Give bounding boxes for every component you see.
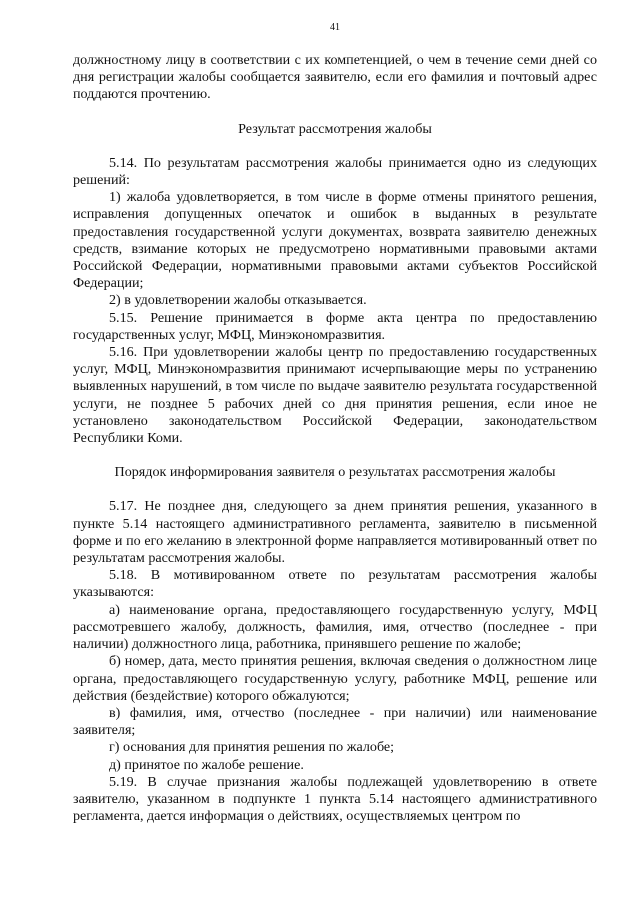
page-number: 41 [330, 22, 340, 33]
document-page [73, 0, 597, 905]
paragraph-5-16: 5.16. При удовлетворении жалобы центр по предоставлению государственных услуг, МФЦ, Минэкономразвития принимают исчерпывающие меры по устранению выявленных нарушений, в том числе по выдаче заявителю результата государственной услуги, не позднее 5 рабочих дней со дня принятия решения, если иное не установлено законодательством Российской Федерации, законодательством Республики Коми. [73, 344, 597, 447]
paragraph-5-18: 5.18. В мотивированном ответе по результатам рассмотрения жалобы указываются: [73, 567, 597, 601]
paragraph-5-14: 5.14. По результатам рассмотрения жалобы принимается одно из следующих решений: [73, 154, 597, 189]
paragraph-5-14-item-2: 2) в удовлетворении жалобы отказывается. [109, 292, 367, 309]
paragraph-5-18-item-g: г) основания для принятия решения по жалобе; [109, 739, 395, 756]
paragraph-5-18-item-b: б) номер, дата, место принятия решения, включая сведения о должностном лице органа, предоставляющего государственную услугу, работнике МФЦ, решение или действия (бездействие) которого обжалуются; [73, 653, 597, 704]
paragraph-5-18-item-v: в) фамилия, имя, отчество (последнее - при наличии) или наименование заявителя; [73, 704, 597, 739]
paragraph-5-15: 5.15. Решение принимается в форме акта центра по предоставлению государственных услуг, МФЦ, Минэкономразвития. [73, 309, 597, 343]
paragraph-5-14-item-1: 1) жалоба удовлетворяется, в том числе в форме отмены принятого решения, исправления допущенных опечаток и ошибок в выданных в результате предоставления государственной услуги документах, возврата заявителю денежных средств, взимание которых не предусмотрено нормативными правовыми актами Российской Федерации, нормативными правовыми актами субъектов Российской Федерации; [73, 189, 597, 292]
document-body [73, 52, 597, 825]
paragraph-5-19: 5.19. В случае признания жалобы подлежащей удовлетворению в ответе заявителю, указанном в подпункте 1 пункта 5.14 настоящего административного регламента, дается информация о действиях, осуществляемых центром по [73, 773, 597, 825]
paragraph-5-18-item-d: д) принятое по жалобе решение. [109, 756, 304, 773]
section-heading-informing-applicant: Порядок информирования заявителя о результатах рассмотрения жалобы [114, 464, 556, 481]
paragraph-5-18-item-a: а) наименование органа, предоставляющего государственную услугу, МФЦ рассмотревшего жалобу, должность, фамилия, имя, отчество (последнее - при наличии) должностного лица, работника, принявшего решение по жалобе; [73, 601, 597, 653]
paragraph-continuation: должностному лицу в соответствии с их компетенцией, о чем в течение семи дней со дня регистрации жалобы сообщается заявителю, если его фамилия и почтовый адрес поддаются прочтению. [73, 52, 597, 103]
section-heading-complaint-result: Результат рассмотрения жалобы [238, 120, 432, 137]
paragraph-5-17: 5.17. Не позднее дня, следующего за днем принятия решения, указанного в пункте 5.14 настоящего административного регламента, заявителю в письменной форме и по его желанию в электронной форме направляется мотивированный ответ по результатам рассмотрения жалобы. [73, 498, 597, 567]
